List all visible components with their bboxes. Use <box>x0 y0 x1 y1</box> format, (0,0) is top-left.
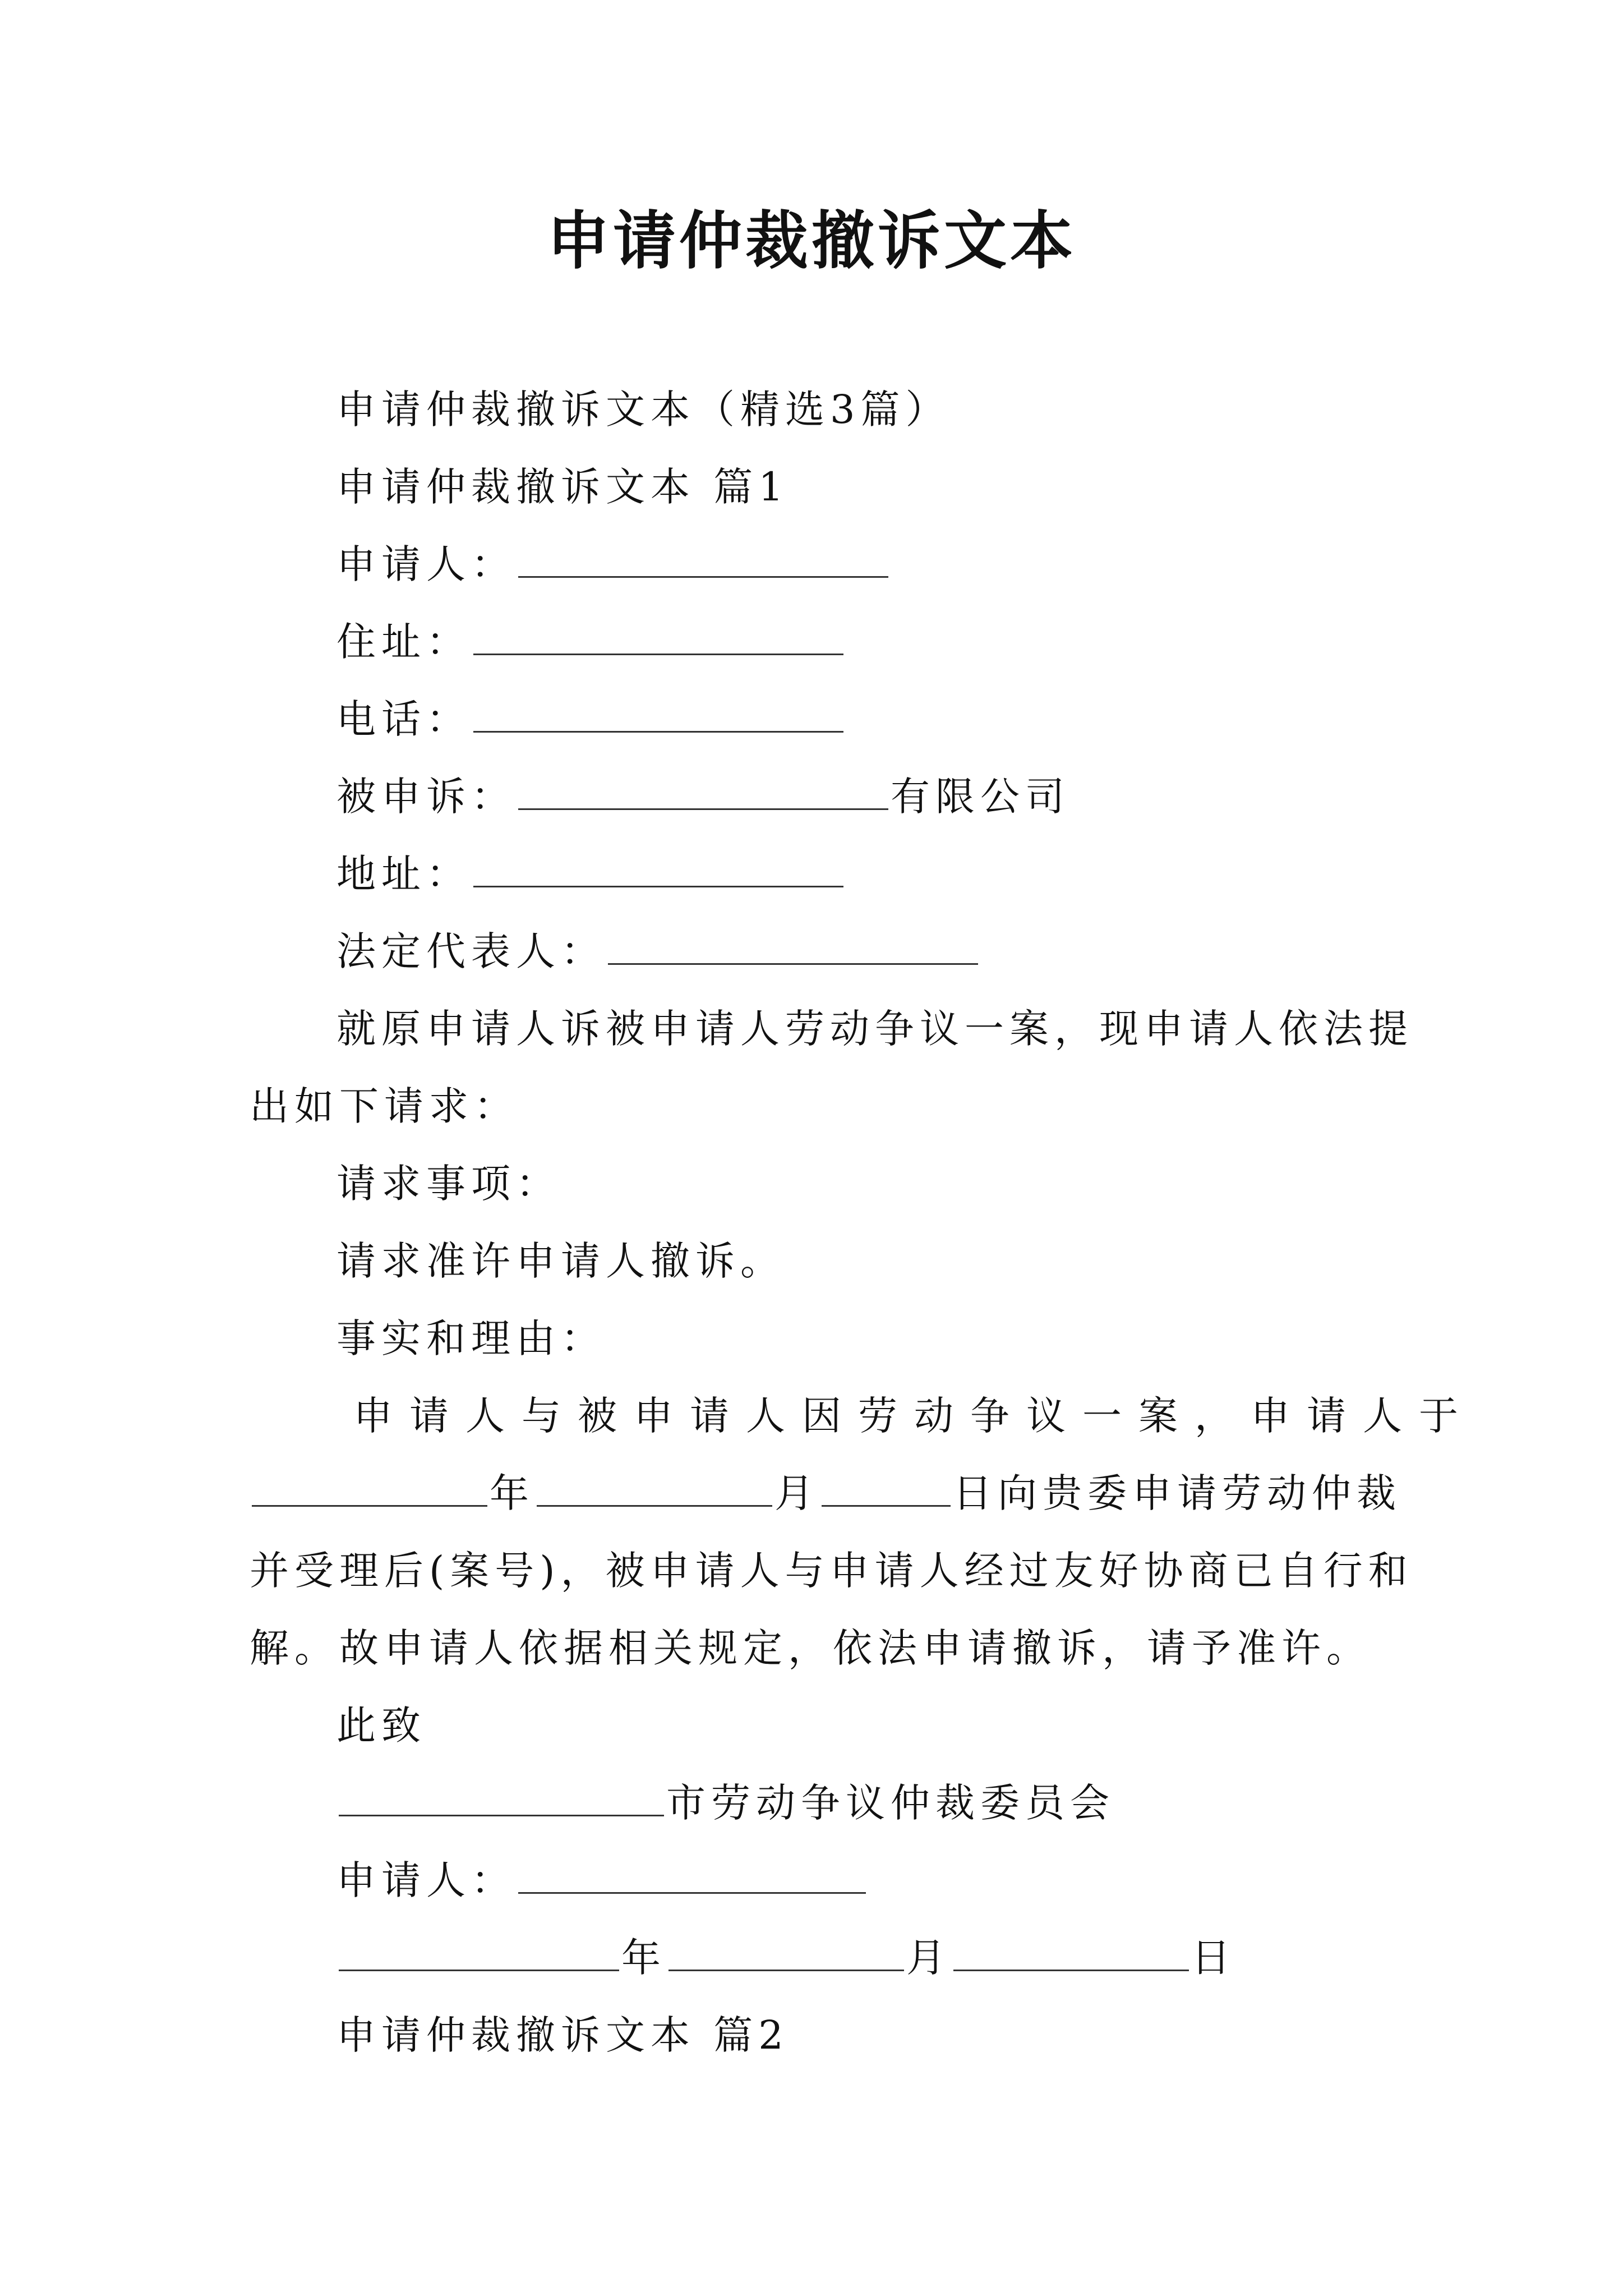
respondent-blank <box>518 775 888 810</box>
date-month-blank <box>668 1936 904 1971</box>
applicant-label: 申请人： <box>336 541 516 587</box>
date-day-label: 日 <box>1191 1935 1236 1981</box>
intro-line-2: 出如下请求： <box>250 1083 519 1129</box>
legal-rep-blank <box>608 930 978 965</box>
document-subtitle: 申请仲裁撤诉文本（精选3篇） <box>336 386 951 432</box>
document-title: 申请仲裁撤诉文本 <box>547 204 1076 278</box>
phone-field <box>336 691 846 747</box>
signature-blank <box>518 1858 866 1894</box>
address-blank <box>473 620 843 655</box>
address-field <box>336 614 846 670</box>
facts-line-4: 解。故申请人依据相关规定，依法申请撤诉，请予准许。 <box>250 1625 1371 1671</box>
phone-blank <box>473 697 843 733</box>
address-label: 住址： <box>336 619 471 665</box>
signature-label: 申请人： <box>336 1857 516 1903</box>
legal-rep-field <box>336 923 980 979</box>
applicant-blank <box>518 542 888 578</box>
phone-label: 电话： <box>336 696 471 742</box>
date-day-blank <box>953 1936 1189 1971</box>
intro-line-1: 就原申请人诉被申请人劳动争议一案，现申请人依法提 <box>336 1006 1413 1052</box>
facts-month-label: 月 <box>774 1470 819 1516</box>
facts-year-label: 年 <box>490 1470 534 1516</box>
respondent-field <box>336 769 1070 825</box>
location-blank <box>473 852 843 887</box>
respondent-suffix: 有限公司 <box>891 774 1070 820</box>
date-line <box>336 1930 1236 1986</box>
salutation: 此致 <box>336 1703 426 1749</box>
facts-month-blank <box>537 1471 772 1507</box>
facts-line-2 <box>250 1465 1401 1521</box>
facts-day-rest: 日向贵委申请劳动仲裁 <box>953 1470 1401 1516</box>
date-year-label: 年 <box>621 1935 666 1981</box>
date-year-blank <box>339 1936 619 1971</box>
location-label: 地址： <box>336 851 471 897</box>
applicant-field <box>336 536 891 592</box>
facts-line-3: 并受理后(案号)，被申请人与申请人经过友好协商已自行和 <box>250 1548 1413 1594</box>
committee-city-blank <box>339 1781 664 1816</box>
signature-field <box>336 1852 868 1908</box>
committee-suffix: 市劳动争议仲裁委员会 <box>666 1780 1115 1826</box>
request-heading: 请求事项： <box>336 1161 561 1207</box>
committee-line <box>336 1775 1115 1831</box>
legal-rep-label: 法定代表人： <box>336 928 606 974</box>
facts-day-blank <box>822 1471 951 1507</box>
section-2-heading: 申请仲裁撤诉文本 篇2 <box>336 2012 789 2058</box>
location-field <box>336 846 846 902</box>
facts-line-1: 申请人与被申请人因劳动争议一案，申请人于 <box>353 1393 1475 1439</box>
respondent-label: 被申诉： <box>336 774 516 820</box>
facts-year-blank <box>252 1471 487 1507</box>
facts-heading: 事实和理由： <box>336 1315 606 1361</box>
section-1-heading: 申请仲裁撤诉文本 篇1 <box>336 464 789 510</box>
request-body: 请求准许申请人撤诉。 <box>336 1238 785 1284</box>
date-month-label: 月 <box>906 1935 951 1981</box>
